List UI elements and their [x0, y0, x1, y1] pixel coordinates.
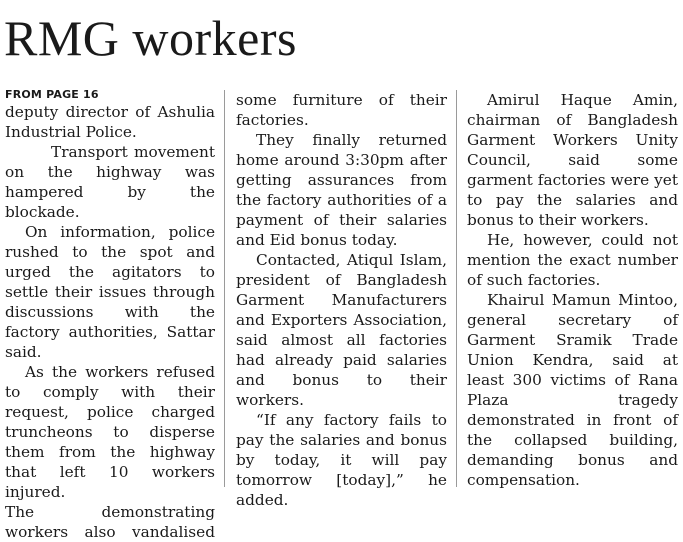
- paragraph: Amirul Haque Amin, chairman of Bangladesh Garment Workers Unity Council, said some garment factories were yet to pay the salaries and bonus to their workers.: [467, 91, 678, 229]
- paragraph: He, however, could not mention the exact number of such factories.: [467, 231, 678, 289]
- column-divider: [224, 90, 225, 487]
- paragraph: “If any factory fails to pay the salaries and bonus by today, it will pay tomorrow [today],” he added.: [236, 411, 447, 509]
- paragraph: some furniture of their factories.: [236, 91, 447, 129]
- paragraph: As the workers refused to comply with their request, police charged truncheons to disperse them from the highway that left 10 workers injured.: [5, 363, 215, 501]
- paragraph: On information, police rushed to the spot and urged the agitators to settle their issues through discussions with the factory authorities, Sattar said.: [5, 223, 215, 361]
- article-column-1: [5, 88, 215, 542]
- article-column-3: [467, 90, 678, 490]
- paragraph: Khairul Mamun Mintoo, general secretary of Garment Sramik Trade Union Kendra, said at least 300 victims of Rana Plaza tragedy demonstrated in front of the collapsed building, demanding bonus and compensation.: [467, 291, 678, 489]
- paragraph: The demonstrating workers also vandalised: [5, 503, 215, 541]
- paragraph: deputy director of Ashulia Industrial Police.: [5, 103, 215, 141]
- column-divider: [456, 90, 457, 487]
- continuation-kicker: FROM PAGE 16: [5, 88, 99, 101]
- headline: RMG workers: [4, 10, 297, 66]
- paragraph: Contacted, Atiqul Islam, president of Bangladesh Garment Manufacturers and Exporters Association, said almost all factories had already paid salaries and bonus to their workers.: [236, 251, 447, 409]
- paragraph: They finally returned home around 3:30pm after getting assurances from the factory authorities of a payment of their salaries and Eid bonus today.: [236, 131, 447, 249]
- paragraph: Transport movement on the highway was hampered by the blockade.: [5, 143, 215, 221]
- article-column-2: [236, 90, 447, 510]
